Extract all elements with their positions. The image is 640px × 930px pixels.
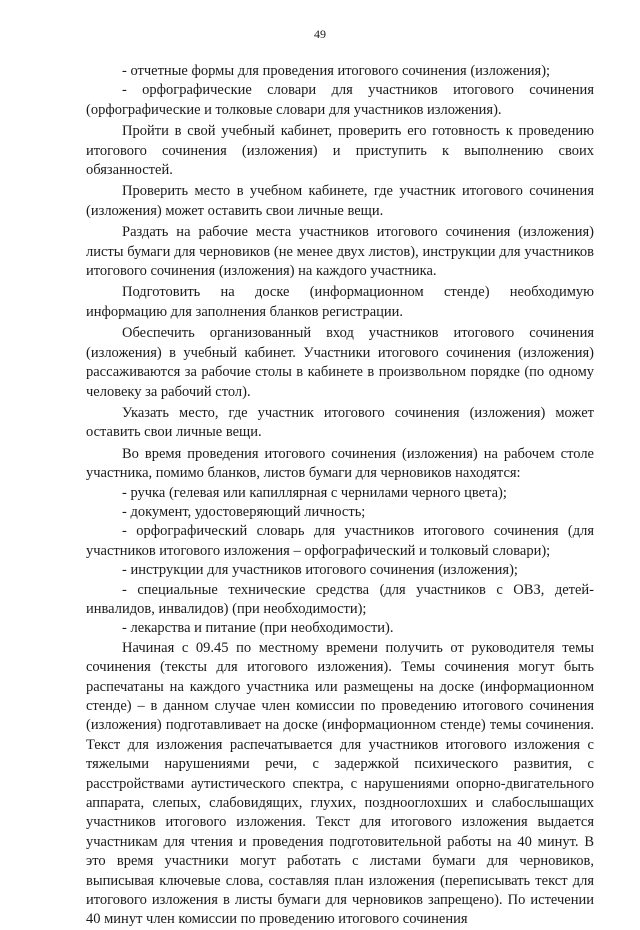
paragraph: Раздать на рабочие места участников итогового сочинения (изложения) листы бумаги для черновиков (не менее двух листов), инструкции для участников итогового сочинения (изложения) на каждого участника. [86,224,594,280]
paragraph: Указать место, где участник итогового сочинения (изложения) может оставить свои личные вещи. [86,404,594,441]
list-item: - документ, удостоверяющий личность; [122,503,366,520]
paragraph: Начиная с 09.45 по местному времени получить от руководителя темы сочинения (тексты для итогового изложения). Темы сочинения могут быть распечатаны на каждого участника или размещены на доске (информационном стенде) – в данном случае член комиссии по проведению итогового сочинения (изложения) подготавливает на доске (информационном стенде) темы сочинения. Текст для изложения распечатывается для участников итогового изложения с тяжелыми нарушениями речи, с задержкой психического развития, с расстройствами аутистического спектра, с нарушениями опорно-двигательного аппарата, слепых, слабовидящих, глухих, позднооглохших и слабослышащих участников итогового изложения. Текст для итогового изложения выдается участникам для чтения и проведения подготовительной работы на 40 минут. В это время участники могут работать с листами бумаги для черновиков, выписывая ключевые слова, составляя план изложения (переписывать текст для итогового изложения в листы бумаги для черновиков запрещено). По истечении 40 минут член комиссии по проведению итогового сочинения [86,639,594,928]
list-item: - ручка (гелевая или капиллярная с чернилами черного цвета); [122,484,507,501]
list-item: - орфографический словарь для участников итогового сочинения (для участников итогового изложения – орфографический и толковый словари); [86,523,594,559]
paragraph: - отчетные формы для проведения итогового сочинения (изложения); [122,63,551,79]
list-item: - инструкции для участников итогового сочинения (изложения); [122,562,518,579]
list-item: - лекарства и питание (при необходимости). [122,620,394,637]
paragraph: Пройти в свой учебный кабинет, проверить его готовность к проведению итогового сочинения (изложения) и приступить к выполнению своих обязанностей. [86,123,594,179]
page-number: 49 [314,27,326,41]
paragraph: Обеспечить организованный вход участников итогового сочинения (изложения) в учебный кабинет. Участники итогового сочинения (изложения) рассаживаются за рабочие столы в кабинете в произвольном порядке (по одному человеку за рабочий стол). [86,325,594,400]
paragraph: Во время проведения итогового сочинения (изложения) на рабочем столе участника, помимо бланков, листов бумаги для черновиков находятся: [86,445,594,482]
document-body [86,62,594,930]
paragraph: Проверить место в учебном кабинете, где участник итогового сочинения (изложения) может оставить свои личные вещи. [86,183,594,219]
paragraph: - орфографические словари для участников итогового сочинения (орфографические и толковые словари для участников изложения). [86,82,594,118]
list-item: - специальные технические средства (для участников с ОВЗ, детей-инвалидов, инвалидов) (при необходимости); [86,581,594,617]
paragraph: Подготовить на доске (информационном стенде) необходимую информацию для заполнения бланков регистрации. [86,284,594,320]
